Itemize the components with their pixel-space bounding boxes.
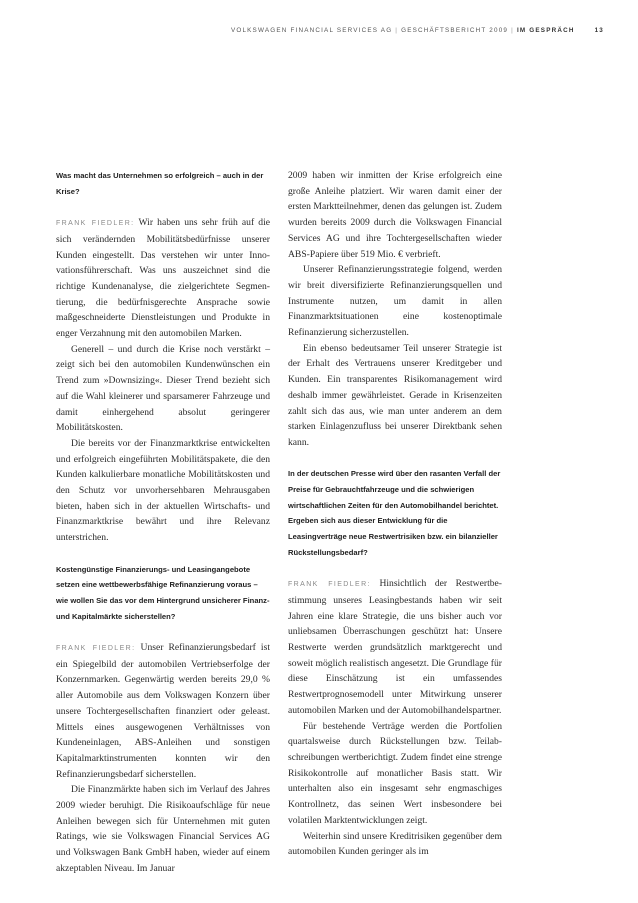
answer-1-paragraph-1 xyxy=(56,215,270,342)
header-separator: | xyxy=(511,27,514,34)
answer-text: Wir haben uns sehr früh auf die sich verändernden Mobilitätsbedürfnisse unserer Kunden eingestellt. Das verstehen wir unter Innovationsführerschaft. Was uns auszeichnet sind die richtige Kundenanalyse, die zielgerichtete Segmentierung, die bedürfnisgerechte Ansprache sowie maßgeschneiderte Dienstleistungen und Produkte in enger Verzahnung mit den automobilen Marken. xyxy=(56,217,270,340)
header-separator: | xyxy=(395,27,399,34)
answer-2-paragraph-2: Die Finanzmärkte haben sich im Verlauf des Jahres 2009 wieder beruhigt. Die Risikoaufschläge für neue Anleihen bewegen sich für Unternehmen mit guten Ratings, wie sie Volkswagen Financial Services AG und Volkswagen Bank GmbH haben, wieder auf einem akzeptablen Niveau. Im Januar xyxy=(56,784,270,874)
answer-3-paragraph-1 xyxy=(288,576,502,718)
header-company: VOLKSWAGEN FINANCIAL SERVICES AG xyxy=(230,27,393,34)
page-number: 13 xyxy=(594,27,604,34)
spacer xyxy=(288,561,502,577)
answer-3-paragraph-3: Weiterhin sind unsere Kreditrisiken gegenüber dem automobilen Kunden geringer als im xyxy=(288,830,502,858)
answer-text: Hinsichtlich der Restwertbestimmung unseres Leasingbestands haben wir seit Jahren eine klare Strategie, die uns bisher auch vor unliebsamen Überraschungen geschützt hat: Unsere Restwerte werden grundsätzlich marktgerecht und soweit möglich realistisch angesetzt. Die Grundlage für diese Einschätzung ist ein umfassendes Restwertprognosemodell unter Mitwirkung unserer automobilen Marken und der Automobilhandelspartner. xyxy=(288,578,502,716)
question-3: In der deutschen Presse wird über den rasanten Verfall der Preise für Gebrauchtfahrzeuge und die schwierigen wirtschaftlichen Zeiten für den Automobilhandel berichtet. Ergeben sich aus dieser Entwicklung für die Leasingverträge neue Restwertrisiken bzw. ein bilanzieller Rückstellungsbedarf? xyxy=(288,469,501,557)
spacer xyxy=(56,546,270,562)
speaker-label: FRANK FIEDLER: xyxy=(56,645,136,653)
header-section: IM GESPRÄCH xyxy=(516,27,575,34)
question-2: Kostengünstige Finanzierungs- und Leasingangebote setzen eine wettbewerbsfähige Refinanzierung voraus – wie wollen Sie das vor dem Hintergrund unsicherer Finanz- und Kapitalmärkte sicherstellen? xyxy=(56,564,270,621)
header-report: GESCHÄFTSBERICHT 2009 xyxy=(401,27,509,34)
answer-1-paragraph-2: Generell – und durch die Krise noch verstärkt – zeigt sich bei den automobilen Kundenwünschen ein Trend zum »Downsizing«. Dieser Trend bezieht sich auf die Wahl kleinerer und sparsamerer Fahrzeuge und damit einhergehend absolut geringerer Mobilitätskosten. xyxy=(56,343,270,434)
spacer xyxy=(288,451,502,467)
speaker-label: FRANK FIEDLER: xyxy=(288,581,371,589)
answer-2-paragraph-1 xyxy=(56,640,270,782)
left-column xyxy=(56,168,270,877)
answer-2-paragraph-4: Unserer Refinanzierungsstrategie folgend, werden wir breit diversifizierte Refinanzierungsquellen und Instrumente nutzen, um damit in allen Finanzmarktsituationen eine kostenoptimale Refinanzierung sicherzustellen. xyxy=(288,264,502,339)
answer-text: Unser Refinanzierungsbedarf ist ein Spiegelbild der automobilen Vertriebserfolge der Konzernmarken. Gegenwärtig werden bereits 29,0 % aller Automobile aus dem Volkswagen Konzern über unsere Tochtergesellschaften finanziert oder geleast. Mittels eines ausgewogenen Verhältnisses von Kundeneinlagen, ABS-Anleihen und sonstigen Kapitalmarktinstrumenten konnten wir den Refinanzierungsbedarf sicherstellen. xyxy=(56,642,270,780)
speaker-label: FRANK FIEDLER: xyxy=(56,220,135,228)
answer-3-paragraph-2: Für bestehende Verträge werden die Portfolien quartalsweise durch Rückstellungen bzw. Teilabschreibungen wertberichtigt. Zudem findet eine strenge Risikokontrolle auf monatlicher Basis statt. Wir unterhalten also ein insgesamt sehr engmaschiges Kontrollnetz, das seinen Wert insbesondere bei volatilen Marktentwicklungen zeigt. xyxy=(288,720,502,826)
spacer xyxy=(56,624,270,640)
right-column xyxy=(288,168,502,860)
running-header xyxy=(200,27,604,34)
answer-2-continued: 2009 haben wir inmitten der Krise erfolgreich eine große Anleihe platziert. Wir waren damit einer der ersten Marktteilnehmer, denen das gelungen ist. Zudem wurden bereits 2009 durch die Volkswagen Financial Services AG und ihre Tochtergesellschaften wieder ABS-Papiere über 519 Mio. € verbrieft. xyxy=(288,170,502,260)
answer-1-paragraph-3: Die bereits vor der Finanzmarktkrise entwickelten und erfolgreich eingeführten Mobilitätspakete, die den Kunden kalkulierbare monatliche Mobilitätskosten und den Schutz vor unvorhersehbaren Mehrausgaben bieten, haben sich in der aktuellen Wirtschafts- und Finanzmarktkrise bewährt und ihre Relevanz unterstrichen. xyxy=(56,437,270,544)
spacer xyxy=(56,199,270,215)
answer-2-paragraph-5: Ein ebenso bedeutsamer Teil unserer Strategie ist der Erhalt des Vertrauens unserer Kreditgeber und Kunden. Ein transparentes Risikomanagement wird deshalb immer gewährleistet. Gerade in Krisenzeiten zahlt sich das aus, wie man unter anderem an dem starken Einlagenzufluss bei unserer Direktbank sehen kann. xyxy=(288,342,502,448)
question-1: Was macht das Unternehmen so erfolgreich – auch in der Krise? xyxy=(56,171,264,196)
